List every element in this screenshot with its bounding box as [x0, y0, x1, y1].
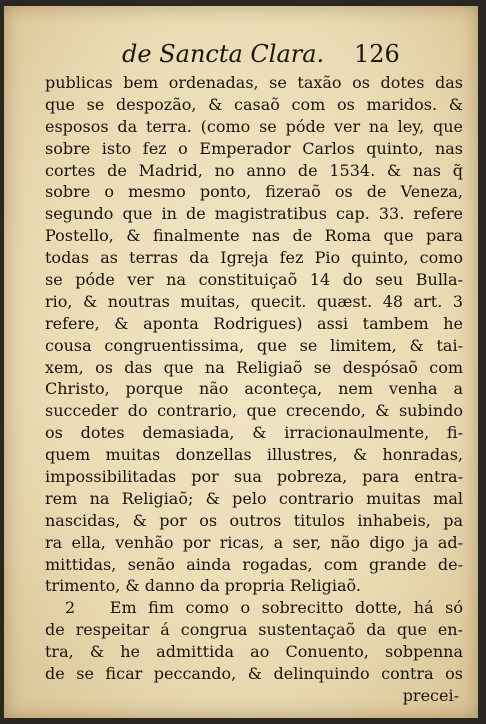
book-page — [4, 6, 478, 718]
text-line: Postello, & finalmente nas de Roma que para — [45, 226, 463, 246]
text-line: cousa congruentissima, que se limitem, & tai- — [45, 335, 463, 355]
text-line: ra ella, venhão por ricas, a ser, não digo ja ad- — [45, 532, 463, 552]
text-line: mittidas, senão ainda rogadas, com grande de- — [45, 554, 463, 574]
body-text — [45, 72, 463, 707]
text-line: nascidas, & por os outros titulos inhabeis, pa — [45, 510, 463, 530]
text-line: os dotes demasiada, & irracionaulmente, fi- — [45, 423, 463, 443]
text-line: Christo, porque não aconteça, nem venha a — [45, 379, 463, 399]
catchword: precei- — [402, 685, 459, 705]
text-line: rem na Religiaõ; & pelo contrario muitas mal — [45, 488, 463, 508]
text-line: publicas bem ordenadas, se taxão os dotes das — [45, 73, 463, 92]
text-line: sobre o mesmo ponto, fizeraõ os de Veneza, — [45, 182, 463, 202]
text-line: Em fim como o sobrecitto dotte, há só — [109, 598, 464, 618]
paragraph-number: 2 — [65, 598, 76, 618]
text-line: succeder do contrario, que crecendo, & subindo — [45, 401, 463, 421]
running-head: de Sancta Clara. — [122, 40, 325, 68]
text-line: xem, os das que na Religiaõ se despósaõ com — [45, 357, 463, 377]
text-line: refere, & aponta Rodrigues) assi tambem he — [45, 313, 463, 333]
text-line: segundo que in de magistratibus cap. 33. refere — [45, 204, 463, 224]
text-line: tra, & he admittida ao Conuento, sobpenna — [45, 642, 463, 662]
text-line: todas as terras da Igreja fez Pio quinto, como — [45, 248, 463, 268]
text-line: cortes de Madrid, no anno de 1534. & nas q̃ — [45, 160, 463, 180]
text-line: que se despozão, & casaõ com os maridos. & — [45, 94, 463, 114]
text-line: impossibilitadas por sua pobreza, para entra- — [45, 467, 463, 487]
text-line: de respeitar á congrua sustentaçaõ da que en- — [45, 620, 463, 640]
text-line: esposos da terra. (como se póde ver na ley, que — [45, 116, 463, 136]
text-line: de se ficar peccando, & delinquindo contra os — [45, 664, 463, 684]
page-header — [4, 40, 478, 74]
text-line: quem muitas donzellas illustres, & honradas, — [45, 445, 463, 465]
text-line: rio, & noutras muitas, quecit. quæst. 48 art. 3 — [45, 291, 463, 311]
text-line: sobre isto fez o Emperador Carlos quinto, nas — [45, 138, 463, 158]
paragraph-2-first-line — [45, 597, 463, 619]
page-number: 126 — [354, 40, 400, 68]
text-line: se póde ver na constituiçaõ 14 do seu Bulla- — [45, 270, 463, 290]
text-line: trimento, & danno da propria Religiaõ. — [45, 576, 361, 596]
